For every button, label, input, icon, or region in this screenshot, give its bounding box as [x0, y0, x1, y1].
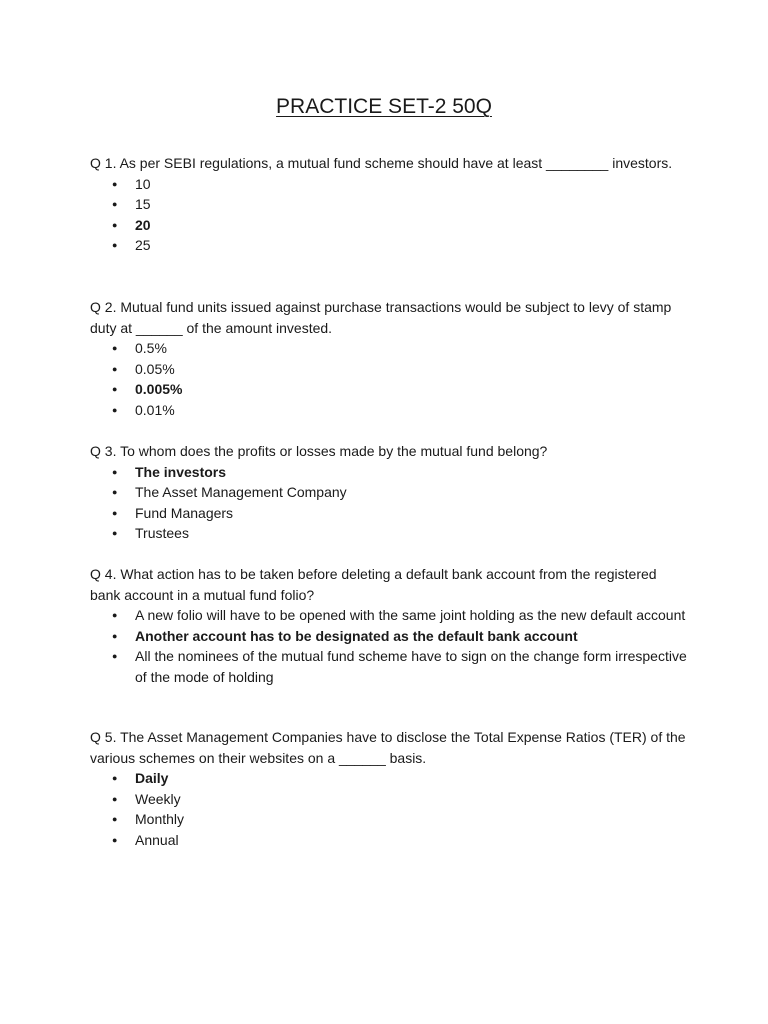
correct-option-item: ● The investors [90, 462, 690, 483]
correct-option-item: ● 0.005% [90, 379, 690, 400]
question-3 [90, 441, 690, 544]
option-list [90, 462, 690, 544]
question-text: Q 3. To whom does the profits or losses made by the mutual fund belong? [90, 443, 548, 459]
page-title-text: PRACTICE SET-2 50Q [276, 95, 492, 118]
option-list [90, 174, 690, 256]
page-title [0, 93, 768, 121]
option-item: ● Trustees [90, 523, 690, 544]
question-text: Q 2. Mutual fund units issued against purchase transactions would be subject to levy of stamp duty at ______ of the amount invested. [90, 299, 672, 336]
option-item: ● 15 [90, 194, 690, 215]
option-item: ● 10 [90, 174, 690, 195]
option-list [90, 605, 690, 687]
correct-option-item: ● Another account has to be designated as the default bank account [90, 626, 690, 647]
question-text: Q 1. As per SEBI regulations, a mutual fund scheme should have at least ________ investors. [90, 155, 673, 171]
option-item: ● Annual [90, 830, 690, 851]
option-item: ● Weekly [90, 789, 690, 810]
correct-option-item: ● Daily [90, 768, 690, 789]
question-2 [90, 297, 690, 420]
option-item: ● 25 [90, 235, 690, 256]
question-1 [90, 153, 690, 256]
option-item: ● The Asset Management Company [90, 482, 690, 503]
correct-option-item: ● 20 [90, 215, 690, 236]
option-item: ● Fund Managers [90, 503, 690, 524]
question-text: Q 5. The Asset Management Companies have to disclose the Total Expense Ratios (TER) of the various schemes on their websites on a ______ basis. [90, 729, 686, 766]
option-item: ● A new folio will have to be opened with the same joint holding as the new default account [90, 605, 690, 626]
option-list [90, 768, 690, 850]
option-item: ● All the nominees of the mutual fund scheme have to sign on the change form irrespective of the mode of holding [90, 646, 690, 687]
option-list [90, 338, 690, 420]
option-item: ● 0.05% [90, 359, 690, 380]
option-item: ● Monthly [90, 809, 690, 830]
question-text: Q 4. What action has to be taken before deleting a default bank account from the registered bank account in a mutual fund folio? [90, 566, 657, 603]
option-item: ● 0.5% [90, 338, 690, 359]
option-item: ● 0.01% [90, 400, 690, 421]
question-4 [90, 564, 690, 687]
question-5 [90, 727, 690, 850]
